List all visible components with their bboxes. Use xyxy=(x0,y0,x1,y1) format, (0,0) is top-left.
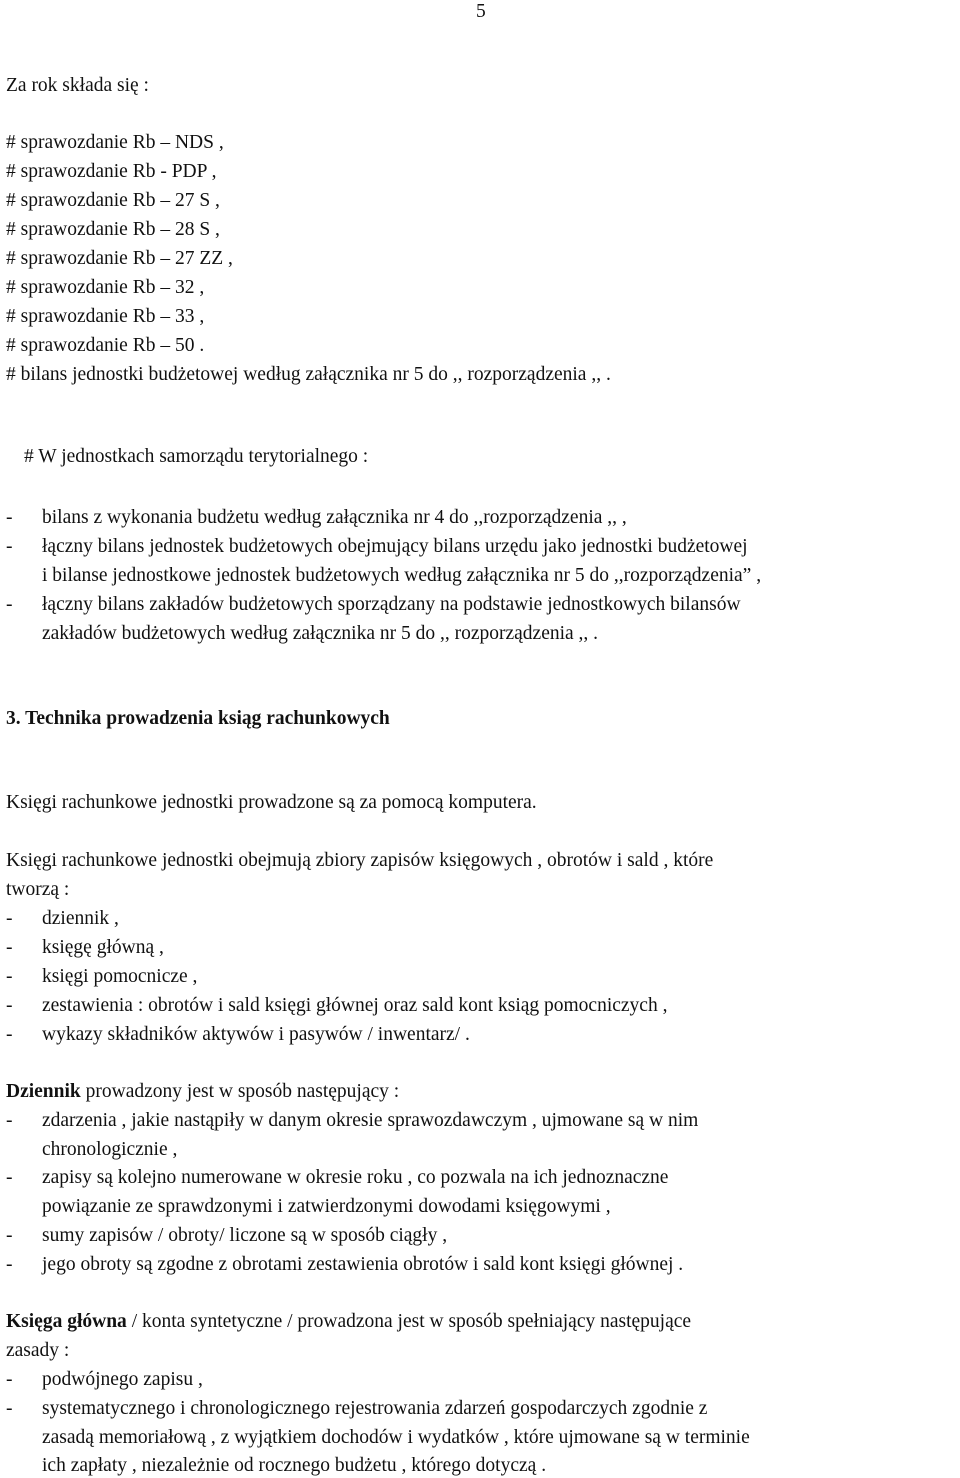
list-item: zestawienia : obrotów i sald księgi głównej oraz sald kont ksiąg pomocniczych , xyxy=(42,995,668,1016)
list-item-cont: zasadą memoriałową , z wyjątkiem dochodów i wydatków , które ujmowane są w terminie xyxy=(42,1427,750,1448)
list-item-cont: powiązanie ze sprawdzonymi i zatwierdzonymi dowodami księgowymi , xyxy=(42,1196,611,1217)
list-item-cont: chronologicznie , xyxy=(42,1139,178,1160)
report-item: # sprawozdanie Rb – 32 , xyxy=(6,277,205,298)
paragraph-cont: tworzą : xyxy=(6,879,70,900)
list-item: podwójnego zapisu , xyxy=(42,1369,203,1390)
page-number: 5 xyxy=(476,1,486,22)
report-item: # sprawozdanie Rb – 27 ZZ , xyxy=(6,248,233,269)
intro-heading: Za rok składa się : xyxy=(6,75,149,96)
report-item: # sprawozdanie Rb – 28 S , xyxy=(6,219,220,240)
report-item: # bilans jednostki budżetowej według załącznika nr 5 do ,, rozporządzenia ,, . xyxy=(6,364,611,385)
list-item: łączny bilans jednostek budżetowych obejmujący bilans urzędu jako jednostki budżetowej xyxy=(42,536,748,557)
ledger-intro-text: / konta syntetyczne / prowadzona jest w sposób spełniający następujące xyxy=(126,1311,692,1332)
ledger-term: Księga główna xyxy=(6,1311,127,1332)
list-item-cont: i bilanse jednostkowe jednostek budżetowych według załącznika nr 5 do ,,rozporządzenia” , xyxy=(42,565,762,586)
ledger-intro xyxy=(6,1312,691,1332)
list-item: księgę główną , xyxy=(42,937,164,958)
list-item: łączny bilans zakładów budżetowych sporządzany na podstawie jednostkowych bilansów xyxy=(42,594,741,615)
paragraph: Księgi rachunkowe jednostki prowadzone są za pomocą komputera. xyxy=(6,792,537,813)
report-item: # sprawozdanie Rb – 27 S , xyxy=(6,190,220,211)
list-item: zdarzenia , jakie nastąpiły w danym okresie sprawozdawczym , ujmowane są w nim xyxy=(42,1110,699,1131)
report-item: # sprawozdanie Rb - PDP , xyxy=(6,161,217,182)
list-item: dziennik , xyxy=(42,908,119,929)
list-item: księgi pomocnicze , xyxy=(42,966,198,987)
section-title: 3. Technika prowadzenia ksiąg rachunkowych xyxy=(6,708,390,729)
journal-intro-text: prowadzony jest w sposób następujący : xyxy=(80,1081,400,1102)
list-item: systematycznego i chronologicznego rejestrowania zdarzeń gospodarczych zgodnie z xyxy=(42,1398,708,1419)
list-item: zapisy są kolejno numerowane w okresie roku , co pozwala na ich jednoznaczne xyxy=(42,1167,669,1188)
report-item: # sprawozdanie Rb – NDS , xyxy=(6,132,224,153)
list-item: sumy zapisów / obroty/ liczone są w sposób ciągły , xyxy=(42,1225,448,1246)
paragraph: Księgi rachunkowe jednostki obejmują zbiory zapisów księgowych , obrotów i sald , które xyxy=(6,850,714,871)
list-item: wykazy składników aktywów i pasywów / inwentarz/ . xyxy=(42,1024,470,1045)
journal-intro xyxy=(6,1082,399,1102)
ledger-intro-cont: zasady : xyxy=(6,1340,70,1361)
local-gov-heading: # W jednostkach samorządu terytorialnego : xyxy=(24,446,369,467)
report-item: # sprawozdanie Rb – 33 , xyxy=(6,306,205,327)
journal-term: Dziennik xyxy=(6,1081,81,1102)
list-item: jego obroty są zgodne z obrotami zestawienia obrotów i sald kont księgi głównej . xyxy=(42,1254,684,1275)
list-item-cont: ich zapłaty , niezależnie od rocznego budżetu , którego dotyczą . xyxy=(42,1455,547,1476)
list-item-cont: zakładów budżetowych według załącznika nr 5 do ,, rozporządzenia ,, . xyxy=(42,623,599,644)
list-item: bilans z wykonania budżetu według załącznika nr 4 do ,,rozporządzenia ,, , xyxy=(42,507,627,528)
report-item: # sprawozdanie Rb – 50 . xyxy=(6,335,205,356)
